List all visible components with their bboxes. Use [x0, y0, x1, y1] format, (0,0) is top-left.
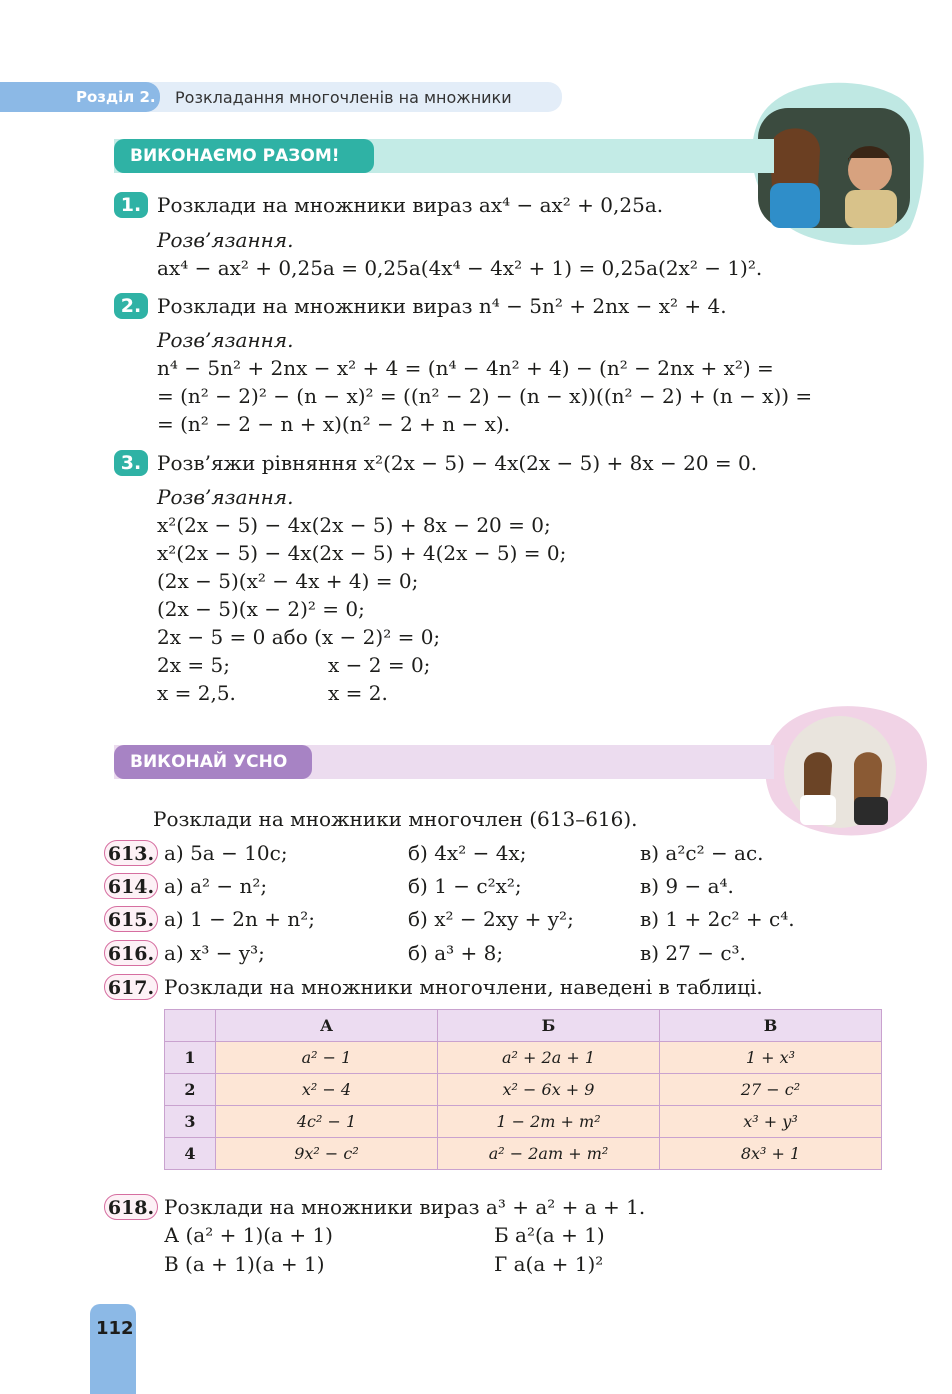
exercise-part-c: в) 9 − a⁴.: [640, 874, 734, 898]
exercise-part-b: б) 1 − c²x²;: [408, 874, 522, 898]
table-cell: 8x³ + 1: [660, 1138, 882, 1170]
table-cell: x² − 6x + 9: [438, 1074, 660, 1106]
oral-intro: Розклади на множники многочлен (613–616).: [153, 807, 638, 831]
solution-line: x²(2x − 5) − 4x(2x − 5) + 4(2x − 5) = 0;: [157, 541, 567, 565]
exercise-part-c: в) 27 − c³.: [640, 941, 746, 965]
solution-label: Розв’язання.: [157, 328, 294, 352]
exercise-part-a: а) 1 − 2n + n²;: [164, 907, 315, 931]
exercise-part-c: в) 1 + 2c² + c⁴.: [640, 907, 795, 931]
table-cell: a² − 2am + m²: [438, 1138, 660, 1170]
solution-line: = (n² − 2 − n + x)(n² − 2 + n − x).: [157, 412, 511, 436]
exercise-part-b: б) 4x² − 4x;: [408, 841, 527, 865]
table-cell: x³ + y³: [660, 1106, 882, 1138]
together-title: ВИКОНАЄМО РАЗОМ!: [114, 139, 374, 173]
exercise-number: 617.: [104, 974, 158, 1000]
task-text: Розклади на множники вираз ax⁴ − ax² + 0,25a.: [157, 193, 664, 217]
table-cell: a² − 1: [216, 1042, 438, 1074]
row-header: 4: [165, 1138, 216, 1170]
exercise-number: 613.: [104, 840, 158, 866]
task-text: Розклади на множники вираз n⁴ − 5n² + 2nx − x² + 4.: [157, 294, 727, 318]
exercise-part-c: в) a²c² − ac.: [640, 841, 764, 865]
table-header: В: [660, 1010, 882, 1042]
solution-label: Розв’язання.: [157, 228, 294, 252]
solution-line: (2x − 5)(x − 2)² = 0;: [157, 597, 365, 621]
exercise-number: 618.: [104, 1194, 158, 1220]
table-cell: 9x² − c²: [216, 1138, 438, 1170]
table-cell: 27 − c²: [660, 1074, 882, 1106]
exercise-part-a: а) a² − n²;: [164, 874, 268, 898]
polynomial-table: [164, 1009, 882, 1170]
solution-line: = (n² − 2)² − (n − x)² = ((n² − 2) − (n − x))((n² − 2) + (n − x)) =: [157, 384, 813, 408]
oral-title: ВИКОНАЙ УСНО: [114, 745, 312, 779]
exercise-part-b: б) x² − 2xy + y²;: [408, 907, 574, 931]
solution-line: x²(2x − 5) − 4x(2x − 5) + 8x − 20 = 0;: [157, 513, 551, 537]
task-text: Розв’яжи рівняння x²(2x − 5) − 4x(2x − 5) + 8x − 20 = 0.: [157, 451, 758, 475]
row-header: 3: [165, 1106, 216, 1138]
row-header: 1: [165, 1042, 216, 1074]
table-cell: 1 − 2m + m²: [438, 1106, 660, 1138]
chapter-label: Розділ 2.: [76, 88, 156, 106]
exercise-part-a: а) x³ − y³;: [164, 941, 265, 965]
exercise-text: Розклади на множники многочлени, наведені в таблиці.: [164, 975, 763, 999]
solution-line: ax⁴ − ax² + 0,25a = 0,25a(4x⁴ − 4x² + 1) = 0,25a(2x² − 1)².: [157, 256, 763, 280]
solution-line: n⁴ − 5n² + 2nx − x² + 4 = (n⁴ − 4n² + 4) − (n² − 2nx + x²) =: [157, 356, 774, 380]
table-header: А: [216, 1010, 438, 1042]
table-cell: a² + 2a + 1: [438, 1042, 660, 1074]
table-cell: x² − 4: [216, 1074, 438, 1106]
table-header-row: [165, 1010, 882, 1042]
table-cell: 1 + x³: [660, 1042, 882, 1074]
exercise-number: 614.: [104, 873, 158, 899]
exercise-number: 616.: [104, 940, 158, 966]
exercise-text: Розклади на множники вираз a³ + a² + a + 1.: [164, 1195, 646, 1219]
solution-line: 2x = 5;: [157, 653, 230, 677]
students-photo: [760, 700, 930, 840]
solution-label: Розв’язання.: [157, 485, 294, 509]
table-row: [165, 1042, 882, 1074]
row-header: 2: [165, 1074, 216, 1106]
table-row: [165, 1074, 882, 1106]
table-header: [165, 1010, 216, 1042]
answer-option-d: Г a(a + 1)²: [494, 1252, 604, 1276]
exercise-part-a: а) 5a − 10c;: [164, 841, 288, 865]
task-number: 3.: [114, 450, 148, 476]
table-row: [165, 1138, 882, 1170]
answer-option-a: А (a² + 1)(a + 1): [164, 1223, 333, 1247]
task-number: 2.: [114, 293, 148, 319]
table-header: Б: [438, 1010, 660, 1042]
solution-line: (2x − 5)(x² − 4x + 4) = 0;: [157, 569, 419, 593]
page-number: 112: [96, 1318, 134, 1339]
answer-option-b: Б a²(a + 1): [494, 1223, 605, 1247]
solution-line: x = 2.: [328, 681, 388, 705]
task-number: 1.: [114, 192, 148, 218]
solution-line: x = 2,5.: [157, 681, 236, 705]
answer-option-c: В (a + 1)(a + 1): [164, 1252, 325, 1276]
solution-line: x − 2 = 0;: [328, 653, 431, 677]
chapter-title: Розкладання многочленів на множники: [175, 88, 512, 107]
exercise-number: 615.: [104, 906, 158, 932]
table-cell: 4c² − 1: [216, 1106, 438, 1138]
exercise-part-b: б) a³ + 8;: [408, 941, 504, 965]
table-row: [165, 1106, 882, 1138]
solution-line: 2x − 5 = 0 або (x − 2)² = 0;: [157, 625, 441, 649]
